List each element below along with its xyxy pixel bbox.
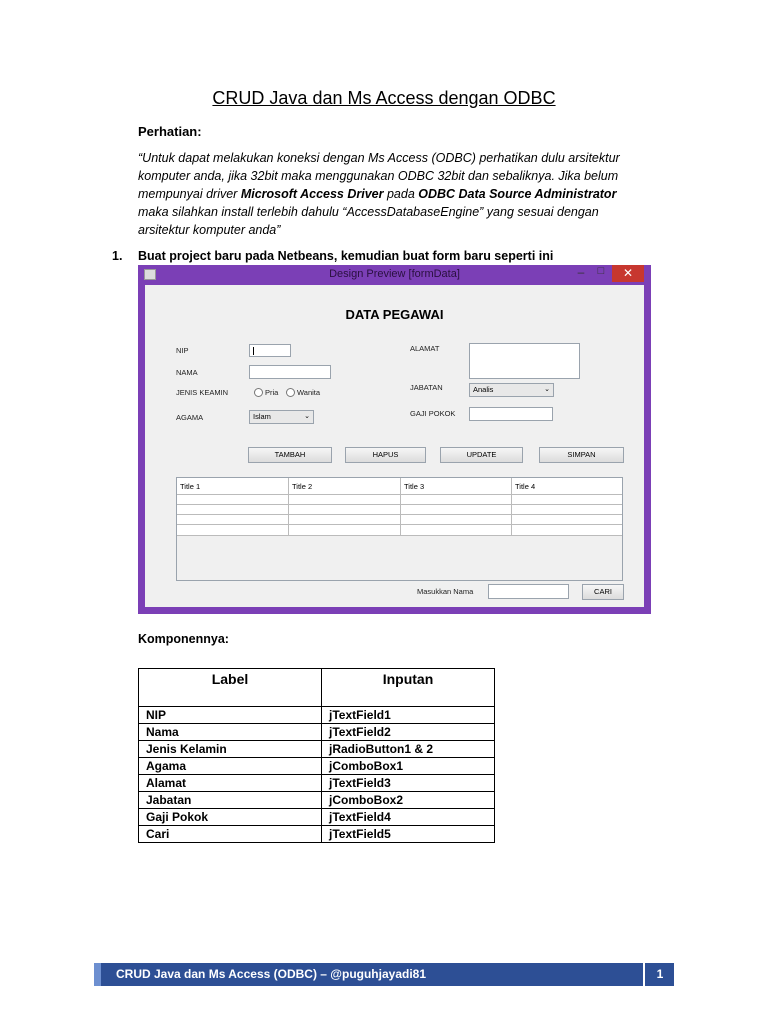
step-text: Buat project baru pada Netbeans, kemudian buat form baru seperti ini [138, 249, 554, 263]
cari-input[interactable] [488, 584, 569, 599]
cell-label: Gaji Pokok [139, 809, 322, 826]
jabatan-value: Analis [473, 385, 494, 394]
cell-label: Cari [139, 826, 322, 843]
step-1 [112, 249, 553, 263]
table-header-row [139, 669, 495, 707]
cell-label: Alamat [139, 775, 322, 792]
components-table [138, 668, 495, 843]
nama-input[interactable] [249, 365, 331, 379]
window-titlebar[interactable] [138, 265, 651, 285]
label-agama: AGAMA [176, 413, 204, 422]
hapus-button[interactable]: HAPUS [345, 447, 426, 463]
notice-bold-odbc-admin: ODBC Data Source Administrator [418, 187, 617, 201]
update-button[interactable]: UPDATE [440, 447, 523, 463]
agama-value: Islam [253, 412, 271, 421]
step-number: 1. [112, 249, 123, 263]
table-header[interactable]: Title 3 [401, 478, 512, 495]
cell-inputan: jTextField1 [322, 707, 495, 724]
gaji-pokok-input[interactable] [469, 407, 553, 421]
design-preview-window [138, 265, 651, 614]
notice-paragraph [138, 149, 648, 239]
page-number: 1 [656, 967, 664, 981]
notice-text: pada [383, 187, 419, 201]
label-masukkan-nama: Masukkan Nama [417, 587, 474, 596]
label-nama: NAMA [176, 368, 198, 377]
cell-label: Jabatan [139, 792, 322, 809]
cell-label: Agama [139, 758, 322, 775]
footer-divider [643, 963, 645, 986]
cell-label: Nama [139, 724, 322, 741]
column-header-inputan: Inputan [322, 669, 495, 707]
notice-text: maka silahkan install terlebih dahulu “AccessDatabaseEngine” yang sesuai dengan arsitektur komputer anda” [138, 205, 599, 237]
cell-inputan: jTextField5 [322, 826, 495, 843]
components-heading: Komponennya: [138, 632, 229, 646]
label-gaji-pokok: GAJI POKOK [410, 409, 456, 418]
jabatan-combobox[interactable] [469, 383, 554, 397]
form-panel [145, 285, 644, 607]
cell-inputan: jTextField4 [322, 809, 495, 826]
table-header[interactable]: Title 1 [177, 478, 289, 495]
cari-button[interactable]: CARI [582, 584, 624, 600]
notice-bold-driver: Microsoft Access Driver [240, 187, 384, 201]
agama-combobox[interactable] [249, 410, 314, 424]
cell-inputan: jTextField2 [322, 724, 495, 741]
cell-inputan: jComboBox1 [322, 758, 495, 775]
table-row [139, 792, 495, 809]
label-jenis-kelamin: JENIS KEAMIN [176, 388, 229, 397]
table-row [139, 826, 495, 843]
cell-inputan: jTextField3 [322, 775, 495, 792]
column-divider [288, 495, 289, 536]
maximize-button[interactable]: □ [597, 265, 605, 277]
chevron-down-icon: ⌄ [304, 413, 310, 420]
label-alamat: ALAMAT [410, 344, 440, 353]
alamat-textarea[interactable] [469, 343, 580, 379]
cell-label: Jenis Kelamin [139, 741, 322, 758]
table-row [139, 724, 495, 741]
notice-text: “Untuk dapat melakukan koneksi dengan Ms Access (ODBC) perhatikan dulu arsitektur komputer anda, jika 32bit maka menggunakan ODBC 32bit dan sebaliknya. Jika belum mempunyai driver [138, 151, 620, 201]
cell-inputan: jRadioButton1 & 2 [322, 741, 495, 758]
column-divider [400, 495, 401, 536]
radio-wanita-label: Wanita [297, 388, 321, 397]
tambah-button[interactable]: TAMBAH [248, 447, 332, 463]
table-header[interactable]: Title 2 [289, 478, 401, 495]
label-jabatan: JABATAN [410, 383, 443, 392]
table-row [139, 758, 495, 775]
column-header-label: Label [139, 669, 322, 707]
label-nip: NIP [176, 346, 189, 355]
radio-pria-label: Pria [265, 388, 279, 397]
page-footer [94, 963, 674, 986]
radio-pria[interactable] [254, 388, 263, 397]
simpan-button[interactable]: SIMPAN [539, 447, 624, 463]
minimize-button[interactable]: – [577, 265, 585, 279]
radio-wanita[interactable] [286, 388, 295, 397]
table-row [139, 775, 495, 792]
footer-accent [94, 963, 101, 986]
footer-text: CRUD Java dan Ms Access (ODBC) – @puguhjayadi81 [116, 967, 427, 981]
notice-heading: Perhatian: [138, 124, 202, 139]
chevron-down-icon: ⌄ [544, 386, 550, 393]
nip-input[interactable] [249, 344, 291, 357]
table-row [139, 809, 495, 826]
text-cursor [253, 347, 254, 355]
close-button[interactable]: ✕ [612, 265, 644, 282]
document-title: CRUD Java dan Ms Access dengan ODBC [212, 88, 556, 108]
window-title: Design Preview [formData] [329, 268, 460, 280]
column-divider [511, 495, 512, 536]
table-row [139, 741, 495, 758]
cell-label: NIP [139, 707, 322, 724]
data-table[interactable] [176, 477, 623, 581]
table-header[interactable]: Title 4 [512, 478, 622, 495]
cell-inputan: jComboBox2 [322, 792, 495, 809]
form-heading: DATA PEGAWAI [345, 307, 444, 322]
table-row [139, 707, 495, 724]
